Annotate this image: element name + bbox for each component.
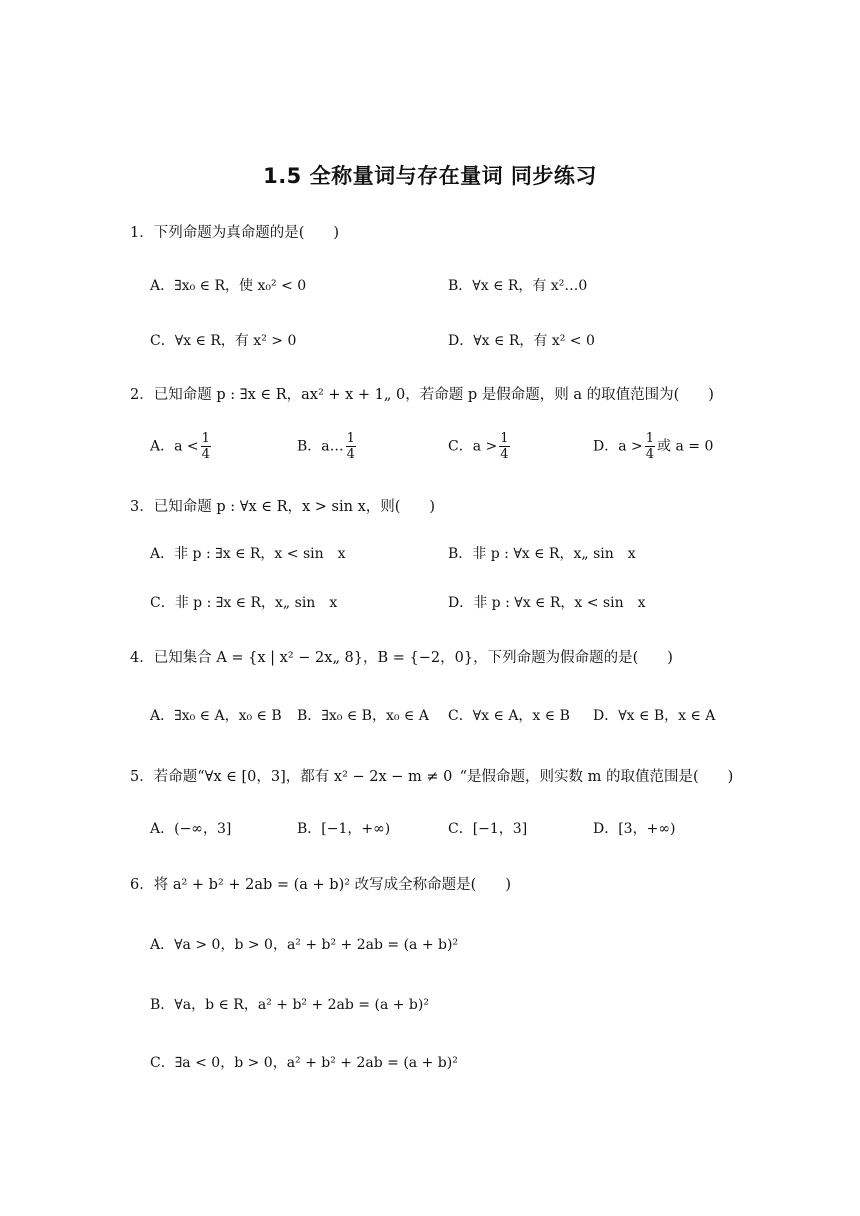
fraction [499, 432, 509, 461]
question-2-option-b [297, 432, 358, 461]
fraction-numerator: 1 [201, 431, 210, 446]
option-prefix: D．a > [593, 438, 643, 455]
question-6-option-a: A．∀a > 0，b > 0，a² + b² + 2ab = (a + b)² [150, 937, 459, 953]
option-suffix: 或 a = 0 [657, 438, 714, 455]
question-1-stem: 1．下列命题为真命题的是( ) [130, 225, 340, 241]
option-prefix: B．a… [297, 438, 344, 455]
question-3-option-b: B．非 p : ∀x ∈ R，x„ sin x [448, 546, 636, 562]
page-title: 1.5 全称量词与存在量词 同步练习 [263, 164, 597, 188]
question-3-option-c: C．非 p : ∃x ∈ R，x„ sin x [150, 595, 338, 611]
question-2-option-a [150, 432, 213, 461]
fraction-numerator: 1 [346, 431, 355, 446]
question-4-option-b: B．∃x₀ ∈ B，x₀ ∈ A [297, 708, 429, 724]
question-5-option-d: D．[3，+∞) [593, 821, 676, 837]
question-1-option-b: B．∀x ∈ R，有 x²…0 [448, 278, 588, 294]
fraction [645, 432, 655, 461]
question-6-option-b: B．∀a，b ∈ R，a² + b² + 2ab = (a + b)² [150, 997, 429, 1013]
fraction-denominator: 4 [201, 447, 210, 462]
question-6-option-c: C．∃a < 0，b > 0，a² + b² + 2ab = (a + b)² [150, 1055, 458, 1071]
question-2-option-d [593, 432, 713, 461]
question-5-option-b: B．[−1，+∞) [297, 821, 391, 837]
question-3-option-d: D．非 p : ∀x ∈ R，x < sin x [448, 595, 646, 611]
question-4-option-d: D．∀x ∈ B，x ∈ A [593, 708, 716, 724]
question-1-option-d: D．∀x ∈ R，有 x² < 0 [448, 333, 595, 349]
question-3-stem: 3．已知命题 p : ∀x ∈ R，x > sin x，则( ) [130, 499, 436, 515]
question-3-option-a: A．非 p : ∃x ∈ R，x < sin x [150, 546, 346, 562]
question-1-option-a: A．∃x₀ ∈ R，使 x₀² < 0 [150, 278, 307, 294]
question-5-option-a: A．(−∞，3] [150, 821, 232, 837]
option-prefix: A．a < [150, 438, 199, 455]
fraction-denominator: 4 [346, 447, 355, 462]
fraction [346, 432, 356, 461]
question-6-stem: 6．将 a² + b² + 2ab = (a + b)² 改写成全称命题是( ) [130, 877, 511, 893]
fraction-numerator: 1 [500, 431, 509, 446]
question-4-stem: 4．已知集合 A = {x | x² − 2x„ 8}，B = {−2，0}，下列命题为假命题的是( ) [130, 650, 673, 666]
question-5-stem: 5．若命题“∀x ∈ [0，3]，都有 x² − 2x − m ≠ 0 “是假命题，则实数 m 的取值范围是( ) [130, 769, 734, 785]
fraction-numerator: 1 [645, 431, 655, 446]
question-5-option-c: C．[−1，3] [448, 821, 528, 837]
fraction-denominator: 4 [500, 447, 509, 462]
question-2-stem: 2．已知命题 p : ∃x ∈ R，ax² + x + 1„ 0，若命题 p 是假命题，则 a 的取值范围为( ) [130, 387, 714, 403]
question-2-option-c [448, 432, 512, 461]
question-4-option-c: C．∀x ∈ A，x ∈ B [448, 708, 570, 724]
question-1-option-c: C．∀x ∈ R，有 x² > 0 [150, 333, 297, 349]
option-prefix: C．a > [448, 438, 498, 455]
fraction-denominator: 4 [645, 447, 655, 462]
fraction [201, 432, 211, 461]
question-4-option-a: A．∃x₀ ∈ A，x₀ ∈ B [150, 708, 282, 724]
